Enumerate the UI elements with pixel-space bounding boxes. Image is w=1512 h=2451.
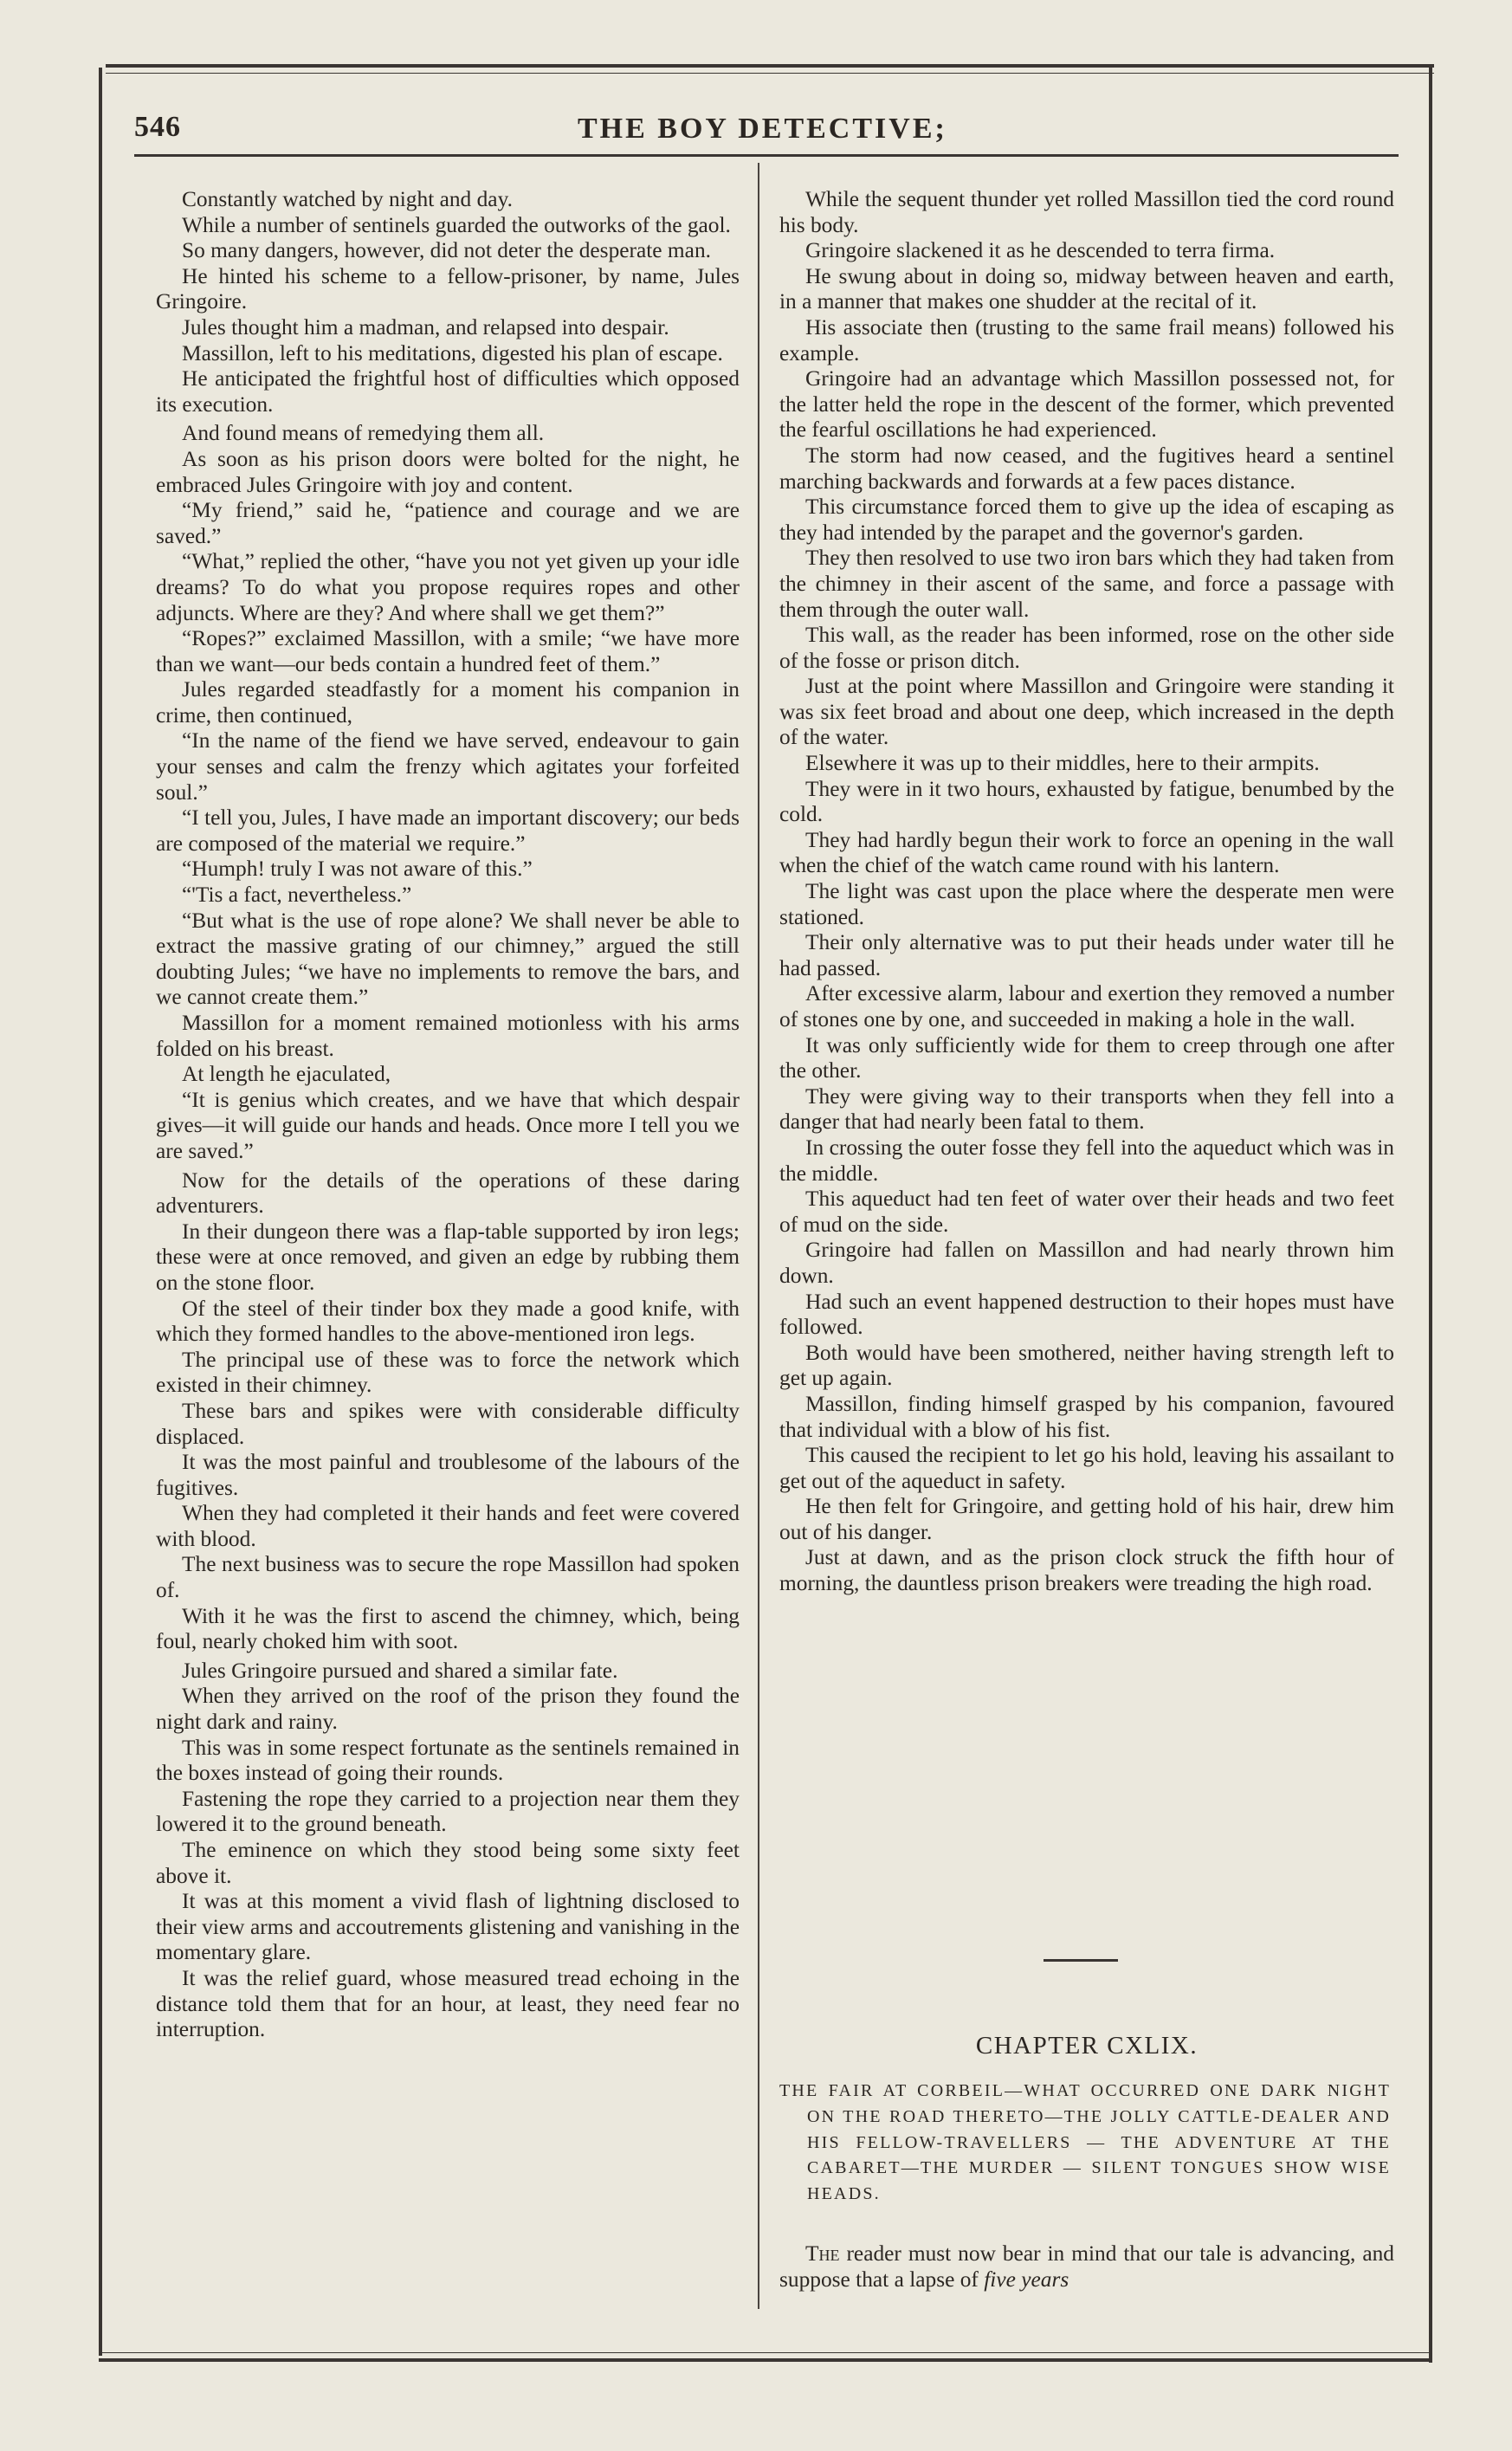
header-rule [134, 154, 1399, 157]
paragraph: Had such an event happened destruction to their hopes must have followed. [779, 1289, 1394, 1340]
column-divider [758, 163, 759, 2309]
frame-bottom-rule [99, 2352, 1432, 2362]
paragraph: They had hardly begun their work to force an opening in the wall when the chief of the watch came round with his lantern. [779, 827, 1394, 878]
paragraph: In crossing the outer fosse they fell into the aqueduct which was in the middle. [779, 1135, 1394, 1186]
opening-first-word: The [805, 2241, 840, 2266]
paragraph: When they arrived on the roof of the prison they found the night dark and rainy. [156, 1684, 740, 1735]
paragraph: Gringoire had an advantage which Massillon possessed not, for the latter held the rope in the descent of the former, which prevented the fearful oscillations he had experienced. [779, 366, 1394, 443]
paragraph: This wall, as the reader has been informed, rose on the other side of the fosse or prison ditch. [779, 623, 1394, 673]
paragraph: It was the relief guard, whose measured tread echoing in the distance told them that for an hour, at least, they need fear no interruption. [156, 1965, 740, 2042]
paragraph: In their dungeon there was a flap-table supported by iron legs; these were at once removed, and given an edge by rubbing them on the stone floor. [156, 1219, 740, 1295]
paragraph: “Humph! truly I was not aware of this.” [182, 857, 533, 882]
paragraph: It was at this moment a vivid flash of lightning disclosed to their view arms and accoutrements glistening and vanishing in the momentary glare. [156, 1889, 740, 1965]
running-head [134, 111, 1397, 154]
paragraph: Jules thought him a madman, and relapsed into despair. [182, 314, 669, 340]
paragraph: As soon as his prison doors were bolted for the night, he embraced Jules Gringoire with joy and content. [156, 446, 740, 497]
chapter-heading: CHAPTER CXLIX. [975, 2032, 1199, 2060]
paragraph: He swung about in doing so, midway between heaven and earth, in a manner that makes one shudder at the recital of it. [779, 263, 1394, 314]
paragraph: He anticipated the frightful host of difficulties which opposed its execution. [156, 366, 740, 417]
paragraph: The next business was to secure the rope Massillon had spoken of. [156, 1552, 740, 1603]
paragraph: “My friend,” said he, “patience and courage and we are saved.” [156, 498, 740, 548]
paragraph: The storm had now ceased, and the fugitives heard a sentinel marching backwards and forwards at a few paces distance. [779, 443, 1394, 494]
paragraph: Just at dawn, and as the prison clock struck the fifth hour of morning, the dauntless prison breakers were treading the high road. [779, 1545, 1394, 1596]
paragraph: Now for the details of the operations of these daring adventurers. [156, 1167, 740, 1219]
paragraph: Gringoire slackened it as he descended to terra firma. [805, 238, 1276, 263]
chapter-synopsis [779, 2079, 1391, 2208]
paragraph: “I tell you, Jules, I have made an important discovery; our beds are composed of the material we require.” [156, 805, 740, 856]
paragraph: With it he was the first to ascend the chimney, which, being foul, nearly choked him with soot. [156, 1603, 740, 1654]
paragraph: When they had completed it their hands and feet were covered with blood. [156, 1501, 740, 1551]
opening-italic: five years [984, 2267, 1069, 2292]
paragraph: “What,” replied the other, “have you not yet given up your idle dreams? To do what you propose requires ropes and other adjuncts. Where are they? And where shall we get them?” [156, 549, 740, 625]
paragraph: He hinted his scheme to a fellow-prisoner, by name, Jules Gringoire. [156, 263, 740, 314]
paragraph: Both would have been smothered, neither having strength left to get up again. [779, 1340, 1394, 1391]
paragraph: “But what is the use of rope alone? We shall never be able to extract the massive grating of our chimney,” argued the still doubting Jules; “we have no implements to remove the bars, and we cannot create them.” [156, 908, 740, 1010]
paragraph: Just at the point where Massillon and Gringoire were standing it was six feet broad and about one deep, which increased in the depth of the water. [779, 674, 1394, 750]
paragraph: The light was cast upon the place where the desperate men were stationed. [779, 879, 1394, 929]
running-title: THE BOY DETECTIVE; [578, 113, 947, 145]
paragraph: Massillon, finding himself grasped by his companion, favoured that individual with a blow of his fist. [779, 1391, 1394, 1442]
paragraph: While the sequent thunder yet rolled Massillon tied the cord round his body. [779, 187, 1394, 237]
paragraph: At length he ejaculated, [182, 1062, 391, 1087]
chapter-synopsis-text: THE FAIR AT CORBEIL—WHAT OCCURRED ONE DARK NIGHT ON THE ROAD THERETO—THE JOLLY CATTLE-DEALER AND HIS FELLOW-TRAVELLERS — THE ADVENTURE AT THE CABARET—THE MURDER — SILENT TONGUES SHOW WISE HEADS. [779, 2081, 1391, 2204]
paragraph: They were in it two hours, exhausted by fatigue, benumbed by the cold. [779, 776, 1394, 827]
paragraph: It was only sufficiently wide for them to creep through one after the other. [779, 1032, 1394, 1083]
page-number: 546 [134, 111, 181, 143]
paragraph: This circumstance forced them to give up the idea of escaping as they had intended by the parapet and the governor's garden. [779, 495, 1394, 545]
paragraph: Massillon for a moment remained motionless with his arms folded on his breast. [156, 1011, 740, 1061]
left-column [156, 187, 740, 2043]
paragraph: So many dangers, however, did not deter the desperate man. [182, 238, 711, 263]
paragraph: The eminence on which they stood being some sixty feet above it. [156, 1838, 740, 1888]
section-divider [1044, 1959, 1118, 1962]
paragraph: His associate then (trusting to the same frail means) followed his example. [779, 314, 1394, 365]
paragraph: Massillon, left to his meditations, digested his plan of escape. [182, 340, 723, 365]
frame-left-rule [99, 68, 102, 2356]
paragraph: Of the steel of their tinder box they made a good knife, with which they formed handles to the above-mentioned iron legs. [156, 1296, 740, 1347]
right-column [779, 187, 1394, 1597]
paragraph: This was in some respect fortunate as the sentinels remained in the boxes instead of going their rounds. [156, 1735, 740, 1786]
paragraph: This aqueduct had ten feet of water over their heads and two feet of mud on the side. [779, 1187, 1394, 1237]
paragraph: “It is genius which creates, and we have that which despair gives—it will guide our hands and heads. Once more I tell you we are saved.” [156, 1087, 740, 1163]
paragraph: Fastening the rope they carried to a projection near them they lowered it to the ground beneath. [156, 1786, 740, 1837]
paragraph: They then resolved to use two iron bars which they had taken from the chimney in their ascent of the same, and force a passage with them through the outer wall. [779, 546, 1394, 622]
paragraph: The principal use of these was to force the network which existed in their chimney. [156, 1347, 740, 1398]
paragraph: He then felt for Gringoire, and getting hold of his hair, drew him out of his danger. [779, 1494, 1394, 1544]
paragraph: “Ropes?” exclaimed Massillon, with a smile; “we have more than we want—our beds contain a hundred feet of them.” [156, 626, 740, 676]
paragraph: It was the most painful and troublesome of the labours of the fugitives. [156, 1450, 740, 1500]
paragraph: “In the name of the fiend we have served, endeavour to gain your senses and calm the frenzy which agitates your forfeited soul.” [156, 728, 740, 805]
paragraph: This caused the recipient to let go his hold, leaving his assailant to get out of the aqueduct in safety. [779, 1443, 1394, 1493]
paragraph: Elsewhere it was up to their middles, here to their armpits. [805, 751, 1320, 776]
paragraph: Jules Gringoire pursued and shared a similar fate. [182, 1658, 618, 1683]
paragraph: Constantly watched by night and day. [182, 187, 513, 211]
paragraph: While a number of sentinels guarded the outworks of the gaol. [182, 212, 731, 237]
paragraph: “'Tis a fact, nevertheless.” [182, 883, 412, 908]
chapter-opening-paragraph [779, 2241, 1394, 2293]
paragraph: Gringoire had fallen on Massillon and had nearly thrown him down. [779, 1238, 1394, 1288]
paragraph: These bars and spikes were with considerable difficulty displaced. [156, 1398, 740, 1449]
paragraph: Their only alternative was to put their heads under water till he had passed. [779, 930, 1394, 980]
frame-right-rule [1429, 68, 1432, 2363]
paragraph: They were giving way to their transports when they fell into a danger that had nearly been fatal to them. [779, 1083, 1394, 1135]
paragraph: Jules regarded steadfastly for a moment his companion in crime, then continued, [156, 677, 740, 728]
paragraph: And found means of remedying them all. [182, 421, 545, 446]
frame-top-rule [106, 64, 1434, 74]
opening-text: reader must now bear in mind that our tale is advancing, and suppose that a lapse of [779, 2241, 1394, 2292]
paragraph: After excessive alarm, labour and exertion they removed a number of stones one by one, and succeeded in making a hole in the wall. [779, 981, 1394, 1031]
